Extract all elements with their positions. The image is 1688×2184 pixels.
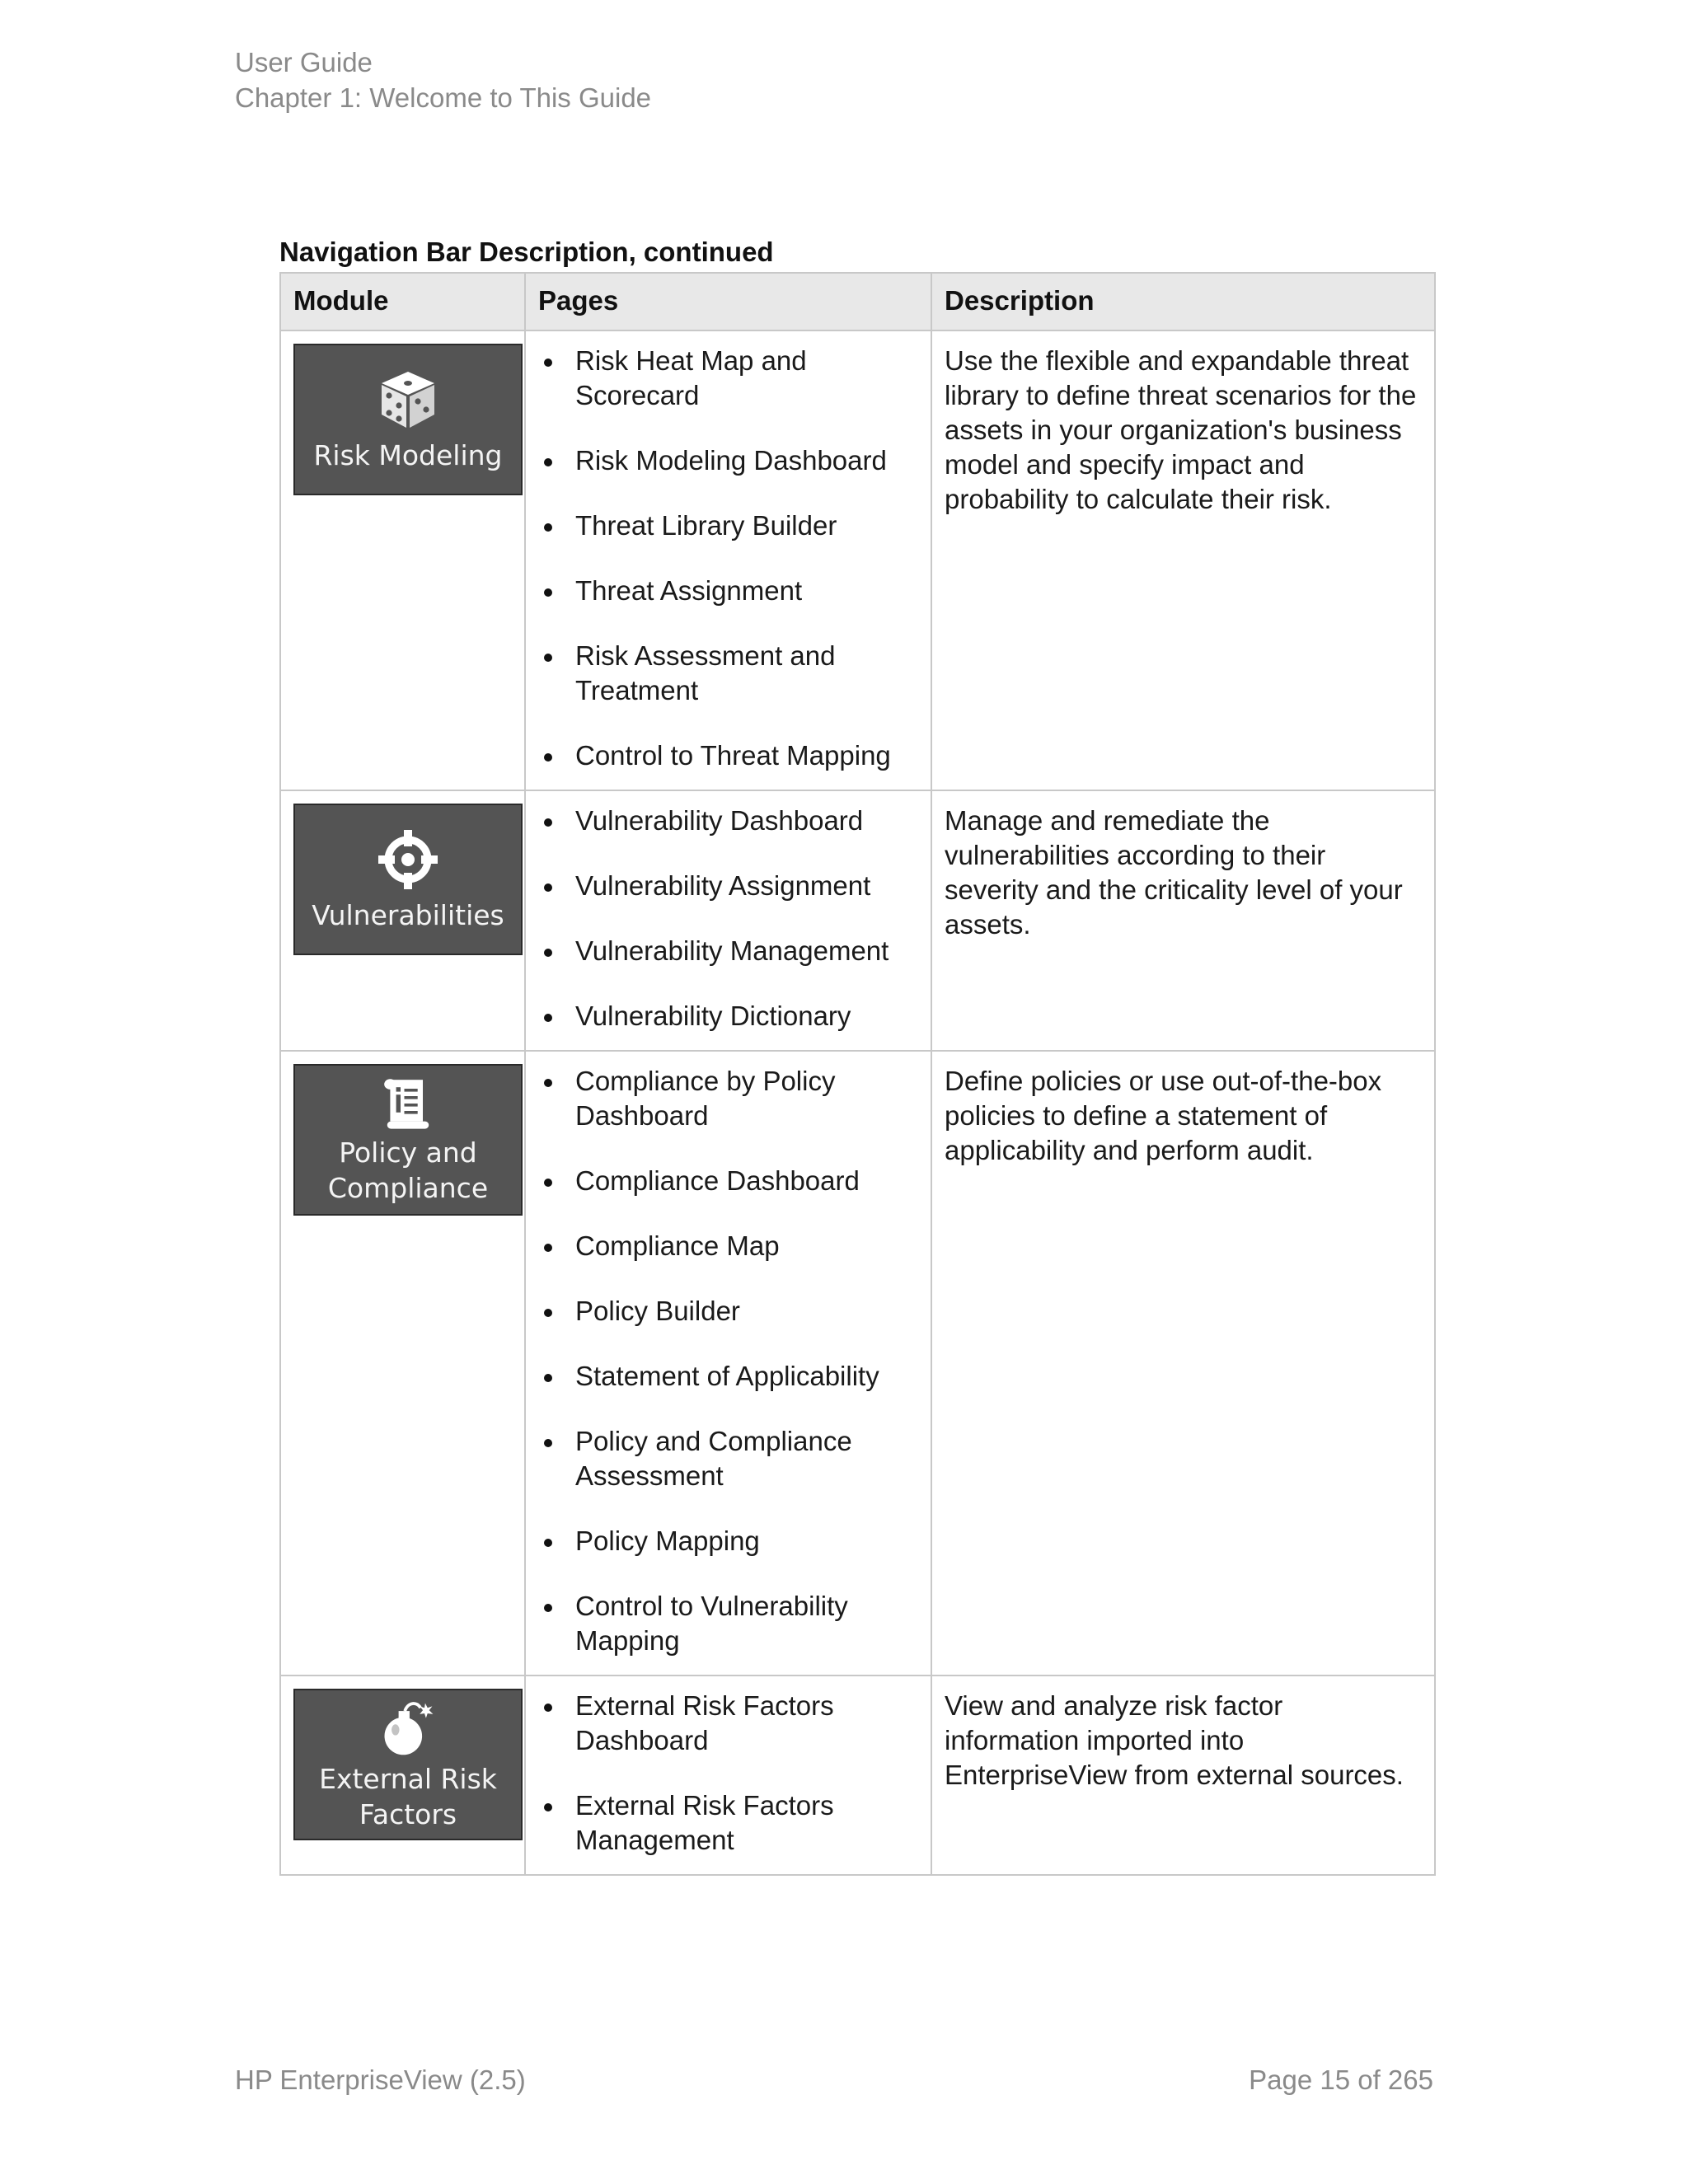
column-header-description: Description bbox=[931, 273, 1435, 330]
list-item: Risk Modeling Dashboard bbox=[538, 443, 922, 478]
list-item: Statement of Applicability bbox=[538, 1359, 922, 1394]
list-item: Compliance by Policy Dashboard bbox=[538, 1064, 922, 1133]
description-text: View and analyze risk factor information imported into EnterpriseView from external sources. bbox=[945, 1690, 1404, 1790]
running-header bbox=[235, 45, 651, 115]
list-item: Vulnerability Assignment bbox=[538, 869, 922, 903]
module-label-line: Factors bbox=[359, 1798, 457, 1830]
footer-product: HP EnterpriseView (2.5) bbox=[235, 2064, 526, 2095]
module-tile-policy-and-compliance bbox=[293, 1064, 523, 1216]
list-item: Vulnerability Dashboard bbox=[538, 804, 922, 838]
scroll-icon bbox=[378, 1074, 438, 1133]
pages-cell bbox=[525, 790, 931, 1051]
list-item: Risk Heat Map and Scorecard bbox=[538, 344, 922, 413]
module-label bbox=[312, 898, 504, 933]
table-caption: Navigation Bar Description, continued bbox=[279, 237, 774, 267]
module-label-line: Vulnerabilities bbox=[312, 898, 504, 931]
list-item: Risk Assessment and Treatment bbox=[538, 639, 922, 708]
description-text: Define policies or use out-of-the-box policies to define a statement of applicability and perform audit. bbox=[945, 1066, 1382, 1165]
description-text: Manage and remediate the vulnerabilities according to their severity and the criticality level of your assets. bbox=[945, 805, 1403, 940]
table-row bbox=[280, 790, 1435, 1051]
pages-list bbox=[526, 1676, 931, 1874]
description-text: Use the flexible and expandable threat library to define threat scenarios for the assets in your organization's business model and specify impact and probability to calculate their risk. bbox=[945, 345, 1417, 514]
module-label bbox=[313, 438, 502, 473]
navigation-bar-table bbox=[279, 272, 1436, 1876]
crosshair-icon bbox=[375, 827, 441, 893]
list-item: Threat Library Builder bbox=[538, 509, 922, 543]
list-item: Policy Builder bbox=[538, 1294, 922, 1329]
pages-list bbox=[526, 331, 931, 790]
list-item: Control to Threat Mapping bbox=[538, 738, 922, 773]
description-cell bbox=[931, 790, 1435, 1051]
list-item: External Risk Factors Management bbox=[538, 1788, 922, 1858]
bomb-icon bbox=[377, 1697, 439, 1760]
module-label-line: External Risk bbox=[319, 1763, 497, 1795]
module-cell bbox=[280, 1051, 525, 1675]
table-row bbox=[280, 330, 1435, 790]
list-item: Policy and Compliance Assessment bbox=[538, 1424, 922, 1493]
list-item: Policy Mapping bbox=[538, 1524, 922, 1558]
column-header-pages: Pages bbox=[525, 273, 931, 330]
module-label-line: Policy and bbox=[339, 1137, 477, 1169]
list-item: Control to Vulnerability Mapping bbox=[538, 1589, 922, 1658]
list-item: Vulnerability Dictionary bbox=[538, 999, 922, 1033]
table-row bbox=[280, 1675, 1435, 1875]
header-chapter-title: Chapter 1: Welcome to This Guide bbox=[235, 82, 652, 113]
module-tile-external-risk-factors bbox=[293, 1689, 523, 1840]
module-label-line: Risk Modeling bbox=[313, 438, 503, 471]
module-cell bbox=[280, 1675, 525, 1875]
list-item: Compliance Dashboard bbox=[538, 1164, 922, 1198]
column-header-module: Module bbox=[280, 273, 525, 330]
module-cell bbox=[280, 330, 525, 790]
module-label bbox=[328, 1135, 488, 1206]
pages-cell bbox=[525, 1675, 931, 1875]
module-tile-vulnerabilities bbox=[293, 804, 523, 955]
header-guide-title: User Guide bbox=[235, 47, 373, 77]
pages-cell bbox=[525, 330, 931, 790]
pages-list bbox=[526, 791, 931, 1050]
list-item: External Risk Factors Dashboard bbox=[538, 1689, 922, 1758]
description-cell bbox=[931, 330, 1435, 790]
table-row bbox=[280, 1051, 1435, 1675]
module-cell bbox=[280, 790, 525, 1051]
dice-icon bbox=[375, 367, 441, 433]
description-cell bbox=[931, 1051, 1435, 1675]
pages-cell bbox=[525, 1051, 931, 1675]
list-item: Threat Assignment bbox=[538, 574, 922, 608]
module-label bbox=[319, 1761, 497, 1832]
module-tile-risk-modeling bbox=[293, 344, 523, 495]
footer-page-number: Page 15 of 265 bbox=[1249, 2064, 1433, 2095]
table-header-row bbox=[280, 273, 1435, 330]
module-label-line: Compliance bbox=[327, 1172, 489, 1204]
list-item: Vulnerability Management bbox=[538, 934, 922, 968]
list-item: Compliance Map bbox=[538, 1229, 922, 1263]
description-cell bbox=[931, 1675, 1435, 1875]
pages-list bbox=[526, 1052, 931, 1675]
